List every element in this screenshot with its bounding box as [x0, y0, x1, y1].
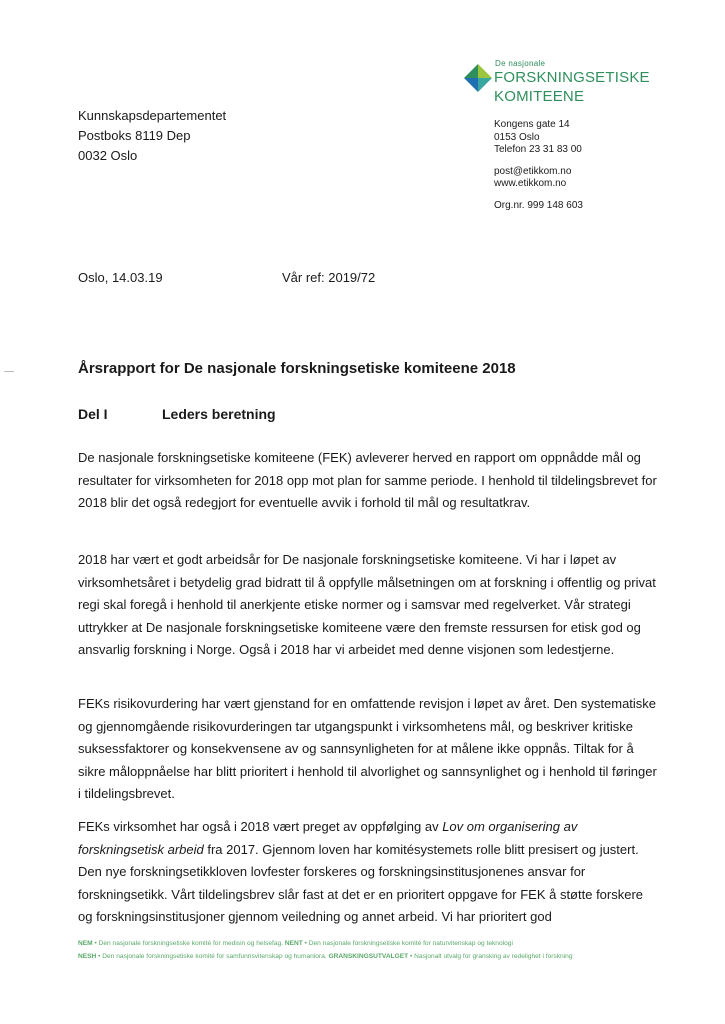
logo-name-line2: KOMITEENE [494, 88, 585, 105]
sender-contact [494, 119, 583, 212]
paragraph-2-text: 2018 har vært et godt arbeidsår for De nasjonale forskningsetiske komiteene. Vi har i løpet av virksomhetsåret i betydelig grad bidratt til å oppfylle målsetningen om at forskning i offentlig og privat regi skal foregå i henhold til anerkjente etiske normer og i samsvar med regelverket. Vår strategi uttrykker at De nasjonale forskningsetiske komiteene være den fremste ressursen for etisk god og ansvarlig forskning i Norge. Også i 2018 har vi arbeidet med denne visjonen som ledestjerne. [78, 552, 656, 657]
recipient-city: 0032 Oslo [78, 148, 138, 163]
paragraph-1 [78, 447, 658, 515]
sender-phone: Telefon 23 31 83 00 [494, 144, 582, 155]
recipient-name: Kunnskapsdepartementet [78, 108, 227, 123]
recipient-address [78, 106, 226, 166]
recipient-postbox: Postboks 8119 Dep [78, 128, 191, 143]
margin-mark [4, 371, 14, 372]
paragraph-1-text: De nasjonale forskningsetiske komiteene (FEK) avleverer herved en rapport om oppnådde mål og resultater for virksomheten for 2018 opp mot plan for samme periode. I henhold til tildelingsbrevet for 2018 blir det også redegjort for eventuelle avvik i forhold til mål og resultatkrav. [78, 450, 657, 510]
section-number: Del I [78, 406, 108, 422]
footer-nem-abbr: NEM [78, 940, 93, 947]
letter-date: Oslo, 14.03.19 [78, 270, 163, 285]
footer-nem-text: • Den nasjonale forskningsetiske komité for medisin og helsefag. [92, 940, 285, 947]
sender-email: post@etikkom.no [494, 165, 572, 177]
sender-postcode: 0153 Oslo [494, 131, 540, 143]
footer-nesh-abbr: NESH [78, 953, 97, 960]
law-title: Lov om organisering av forskningsetisk arbeid [78, 819, 578, 857]
sender-street: Kongens gate 14 [494, 119, 570, 130]
section-title: Leders beretning [162, 406, 276, 422]
footer-gu-text: • Nasjonalt utvalg for gransking av redelighet i forskning [408, 953, 573, 960]
paragraph-4-text [78, 816, 658, 929]
footer-nent-text: • Den nasjonale forskningsetiske komité for naturvitenskap og teknologi [302, 940, 513, 947]
paragraph-3-text: FEKs risikovurdering har vært gjenstand for en omfattende revisjon i løpet av året. Den systematiske og gjennomgående risikovurderingen tar utgangspunkt i virksomhetens mål, og beskriver kritiske suksessfaktorer og konsekvensene av og sannsynligheten for at målene ikke oppnås. Tiltak for å sikre måloppnåelse har blitt prioritert i henhold til alvorlighet og sannsynlighet og i henhold til føringer i tildelingsbrevet. [78, 696, 657, 801]
footer-nent-abbr: NENT [284, 940, 303, 947]
paragraph-4-lead: FEKs virksomhet har også i 2018 vært preget av oppfølging av [78, 819, 443, 834]
footer-gu-abbr: GRANSKINGSUTVALGET [328, 953, 409, 960]
footer-nesh-text: • Den nasjonale forskningsetiske komité for samfunnsvitenskap og humaniora. [96, 953, 329, 960]
footer-line-2 [78, 950, 678, 963]
logo-small-text: De nasjonale [495, 59, 546, 68]
sender-org-number: Org.nr. 999 148 603 [494, 199, 583, 211]
paragraph-2 [78, 549, 658, 662]
paragraph-4-rest: fra 2017. Gjennom loven har komitésystemets rolle blitt presisert og justert. Den nye forskningsetikkloven lovfester forskeres og forskningsinstitusjonenes ansvar for forskningsetikk. Vårt tildelingsbrev slår fast at det er en prioritert oppgave for FEK å støtte forskere og forskningsinstitusjoner gjennom veiledning og annet arbeid. Vi har prioritert god [78, 841, 644, 924]
footer-line-1 [78, 937, 678, 950]
paragraph-4 [78, 816, 658, 929]
document-title: Årsrapport for De nasjonale forskningsetiske komiteene 2018 [78, 360, 516, 377]
letter-reference: Vår ref: 2019/72 [282, 270, 376, 285]
paragraph-3 [78, 693, 658, 806]
logo-name-line1: FORSKNINGSETISKE [494, 69, 650, 86]
sender-website: www.etikkom.no [494, 178, 567, 189]
committee-logo-icon [464, 64, 492, 92]
